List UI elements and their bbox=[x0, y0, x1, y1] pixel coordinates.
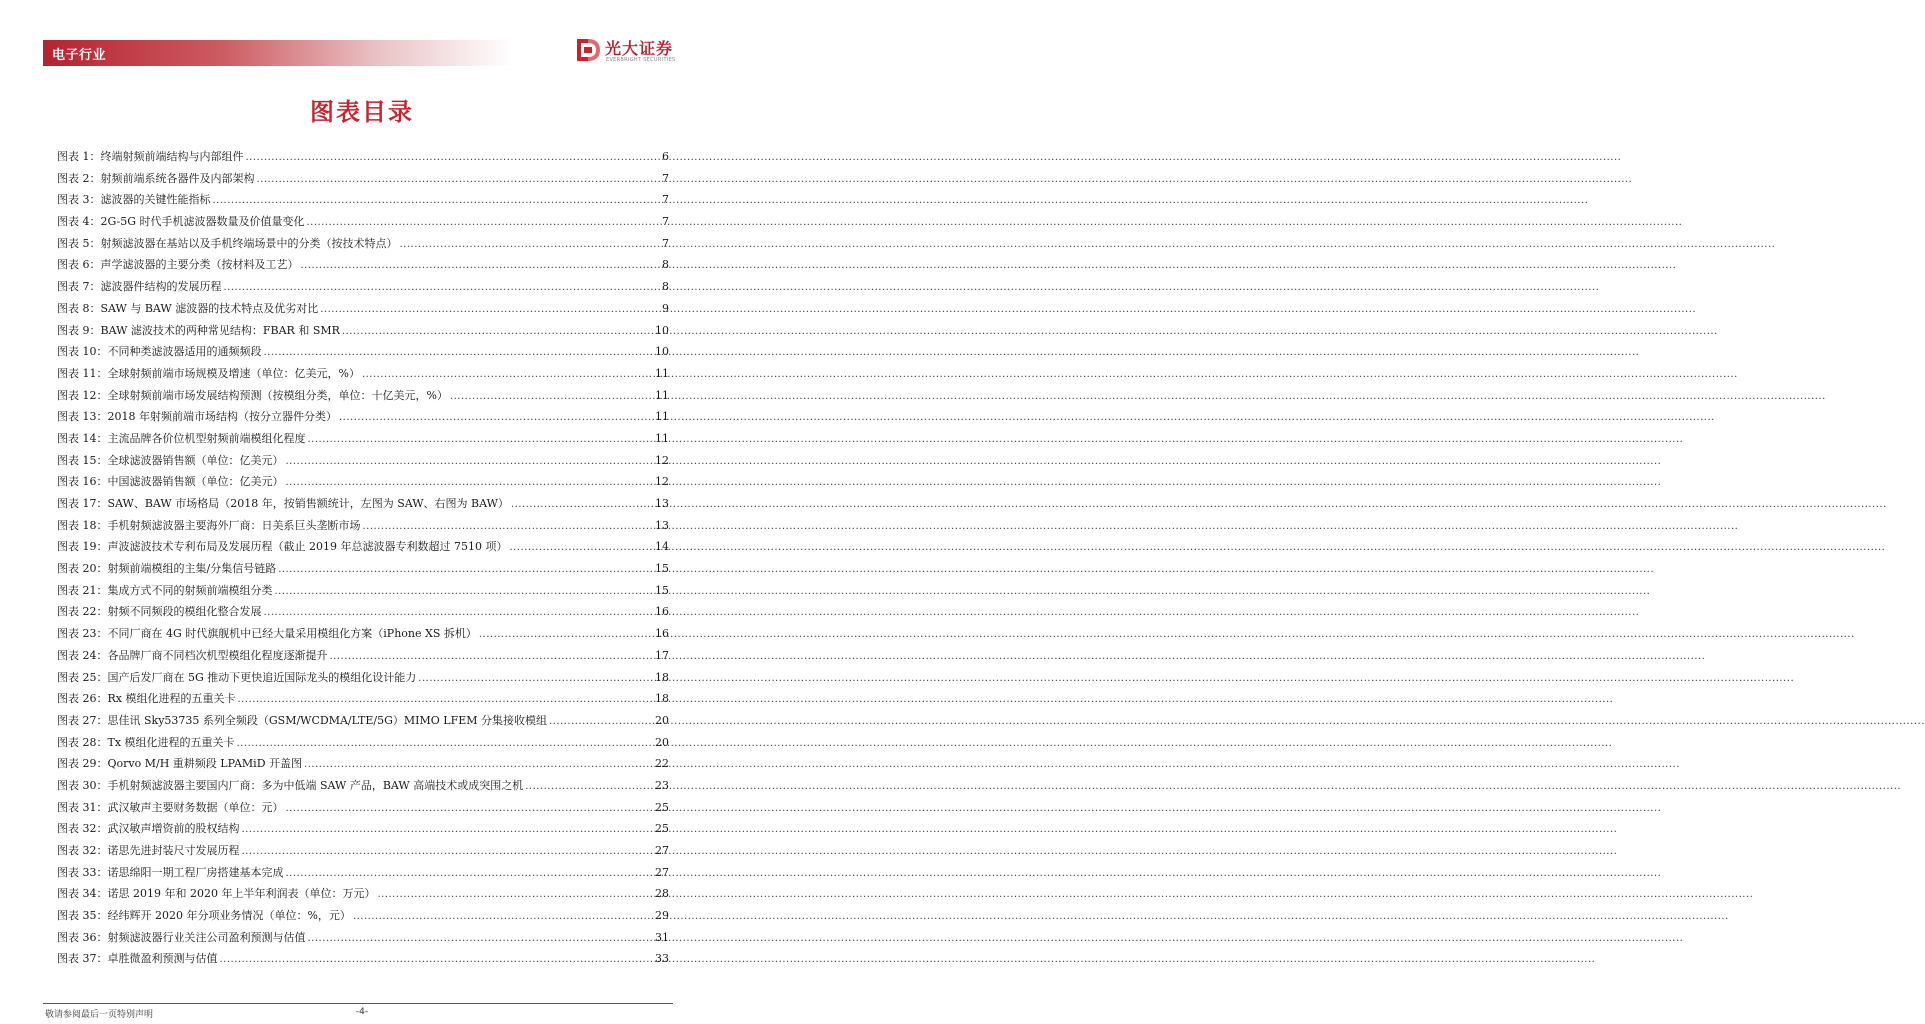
toc-entry-page: 7 bbox=[662, 171, 669, 185]
toc-entry-label: 图表 29：Qorvo M/H 重耕频段 LPAMiD 开盖图 bbox=[57, 757, 303, 771]
toc-leader-dots bbox=[304, 754, 653, 776]
footer-disclaimer: 敬请参阅最后一页特别声明 bbox=[45, 1010, 154, 1020]
toc-entry-page: 25 bbox=[655, 822, 669, 836]
toc-leader-dots bbox=[525, 776, 653, 798]
toc-entry[interactable] bbox=[57, 211, 669, 233]
toc-leader-dots bbox=[320, 299, 660, 321]
toc-entry-page: 25 bbox=[655, 800, 669, 814]
toc-leader-dots bbox=[264, 602, 654, 624]
toc-entry[interactable] bbox=[57, 341, 669, 363]
toc-entry-page: 13 bbox=[655, 518, 669, 532]
toc-leader-dots bbox=[286, 798, 654, 820]
toc-entry-page: 17 bbox=[655, 648, 669, 662]
toc-entry-label: 图表 37：卓胜微盈利预测与估值 bbox=[57, 952, 218, 966]
toc-entry-label: 图表 19：声波滤波技术专利布局及发展历程（截止 2019 年总滤波器专利数超过 7510 项） bbox=[57, 540, 508, 554]
toc-entry-page: 29 bbox=[655, 909, 669, 923]
page-title: 图表目录 bbox=[310, 98, 414, 126]
toc-entry[interactable] bbox=[57, 298, 669, 320]
toc-entry-label: 图表 24：各品牌厂商不同档次机型模组化程度逐渐提升 bbox=[57, 648, 328, 662]
brand-logo bbox=[573, 34, 703, 68]
toc-entry-label: 图表 35：经纬辉开 2020 年分项业务情况（单位：%，元） bbox=[57, 909, 351, 923]
toc-entry-page: 10 bbox=[655, 345, 669, 359]
toc-entry[interactable] bbox=[57, 797, 669, 819]
toc-entry-page: 8 bbox=[662, 280, 669, 294]
toc-leader-dots bbox=[242, 841, 654, 863]
logo-chinese-name: 光大证券 bbox=[605, 39, 674, 58]
footer-divider bbox=[43, 1003, 673, 1004]
toc-entry-label: 图表 3：滤波器的关键性能指标 bbox=[57, 193, 211, 207]
toc-leader-dots bbox=[278, 559, 653, 581]
toc-leader-dots bbox=[237, 689, 653, 711]
toc-entry[interactable] bbox=[57, 688, 669, 710]
toc-leader-dots bbox=[509, 537, 653, 559]
toc-entry[interactable] bbox=[57, 818, 669, 840]
toc-entry-page: 28 bbox=[655, 887, 669, 901]
toc-leader-dots bbox=[450, 386, 653, 408]
toc-entry[interactable] bbox=[57, 558, 669, 580]
toc-entry-page: 22 bbox=[655, 757, 669, 771]
toc-entry[interactable] bbox=[57, 254, 669, 276]
toc-entry[interactable] bbox=[57, 862, 669, 884]
everbright-logo-icon bbox=[573, 35, 603, 65]
toc-leader-dots bbox=[362, 364, 653, 386]
toc-entry-label: 图表 32：诺思先进封装尺寸发展历程 bbox=[57, 844, 240, 857]
toc-entry[interactable] bbox=[57, 645, 669, 667]
toc-entry-label: 图表 10：不同种类滤波器适用的通频频段 bbox=[57, 345, 262, 359]
table-of-figures bbox=[57, 146, 669, 970]
toc-entry-label: 图表 12：全球射频前端市场发展结构预测（按模组分类，单位：十亿美元，%） bbox=[57, 388, 448, 402]
toc-entry[interactable] bbox=[57, 775, 669, 797]
toc-entry[interactable] bbox=[57, 667, 669, 689]
toc-entry-page: 12 bbox=[655, 475, 669, 489]
toc-entry-label: 图表 28：Tx 模组化进程的五重关卡 bbox=[57, 735, 235, 749]
toc-entry[interactable] bbox=[57, 189, 669, 211]
toc-entry-label: 图表 8：SAW 与 BAW 滤波器的技术特点及优劣对比 bbox=[57, 301, 319, 315]
toc-leader-dots bbox=[339, 407, 653, 429]
toc-leader-dots bbox=[264, 342, 654, 364]
toc-leader-dots bbox=[213, 190, 661, 212]
toc-entry-label: 图表 17：SAW、BAW 市场格局（2018 年，按销售额统计，左图为 SAW、右图为 BAW） bbox=[57, 497, 509, 510]
toc-entry-page: 13 bbox=[655, 497, 669, 510]
toc-entry-label: 图表 33：诺思绵阳一期工程厂房搭建基本完成 bbox=[57, 865, 284, 879]
toc-entry-label: 图表 7：滤波器件结构的发展历程 bbox=[57, 280, 222, 294]
toc-entry-label: 图表 13：2018 年射频前端市场结构（按分立器件分类） bbox=[57, 410, 337, 424]
toc-entry-page: 7 bbox=[662, 193, 669, 207]
toc-entry[interactable] bbox=[57, 428, 669, 450]
toc-leader-dots bbox=[237, 733, 653, 755]
toc-entry-label: 图表 36：射频滤波器行业关注公司盈利预测与估值 bbox=[57, 930, 306, 944]
toc-entry-label: 图表 20：射频前端模组的主集/分集信号链路 bbox=[57, 562, 277, 576]
toc-entry-page: 16 bbox=[655, 605, 669, 619]
toc-entry-page: 11 bbox=[655, 366, 669, 380]
toc-leader-dots bbox=[308, 928, 654, 950]
toc-entry[interactable] bbox=[57, 363, 669, 385]
toc-entry[interactable] bbox=[57, 732, 669, 754]
toc-entry-page: 27 bbox=[655, 865, 669, 879]
toc-entry-page: 8 bbox=[662, 258, 669, 272]
toc-entry[interactable] bbox=[57, 168, 669, 190]
toc-leader-dots bbox=[308, 429, 654, 451]
toc-entry-page: 15 bbox=[655, 562, 669, 576]
toc-leader-dots bbox=[342, 321, 653, 343]
toc-leader-dots bbox=[377, 884, 653, 906]
toc-leader-dots bbox=[301, 255, 661, 277]
toc-entry-page: 33 bbox=[655, 952, 669, 966]
toc-leader-dots bbox=[418, 668, 653, 690]
toc-entry-label: 图表 14：主流品牌各价位机型射频前端模组化程度 bbox=[57, 431, 306, 445]
toc-entry-label: 图表 31：武汉敏声主要财务数据（单位：元） bbox=[57, 800, 284, 814]
toc-leader-dots bbox=[242, 819, 654, 841]
toc-entry-page: 27 bbox=[655, 844, 669, 857]
toc-leader-dots bbox=[246, 147, 661, 169]
toc-leader-dots bbox=[353, 906, 653, 928]
toc-entry[interactable] bbox=[57, 840, 669, 862]
toc-entry[interactable] bbox=[57, 385, 669, 407]
toc-entry-page: 11 bbox=[655, 431, 669, 445]
toc-entry-label: 图表 25：国产后发厂商在 5G 推动下更快追近国际龙头的模组化设计能力 bbox=[57, 670, 417, 684]
toc-entry-label: 图表 2：射频前端系统各器件及内部架构 bbox=[57, 171, 255, 185]
section-label: 电子行业 bbox=[52, 48, 107, 63]
toc-leader-dots bbox=[220, 949, 654, 971]
toc-leader-dots bbox=[330, 646, 654, 668]
toc-entry-page: 11 bbox=[655, 410, 669, 424]
toc-entry-label: 图表 26：Rx 模组化进程的五重关卡 bbox=[57, 692, 236, 706]
toc-leader-dots bbox=[400, 234, 661, 256]
toc-entry-page: 18 bbox=[655, 670, 669, 684]
toc-leader-dots bbox=[275, 581, 654, 603]
toc-entry[interactable] bbox=[57, 406, 669, 428]
toc-entry-label: 图表 9：BAW 滤波技术的两种常见结构：FBAR 和 SMR bbox=[57, 323, 340, 337]
header-band bbox=[43, 40, 513, 66]
toc-entry[interactable] bbox=[57, 471, 669, 493]
toc-leader-dots bbox=[224, 277, 661, 299]
toc-entry-label: 图表 5：射频滤波器在基站以及手机终端场景中的分类（按技术特点） bbox=[57, 236, 398, 250]
logo-english-name: EVERBRIGHT SECURITIES bbox=[606, 57, 676, 63]
toc-entry[interactable] bbox=[57, 320, 669, 342]
toc-entry-page: 23 bbox=[655, 778, 669, 792]
toc-entry[interactable] bbox=[57, 601, 669, 623]
toc-entry-label: 图表 34：诺思 2019 年和 2020 年上半年利润表（单位：万元） bbox=[57, 887, 376, 901]
toc-entry[interactable] bbox=[57, 927, 669, 949]
toc-leader-dots bbox=[479, 624, 653, 646]
toc-entry-label: 图表 21：集成方式不同的射频前端模组分类 bbox=[57, 583, 273, 597]
toc-entry[interactable] bbox=[57, 710, 669, 732]
toc-entry-label: 图表 22：射频不同频段的模组化整合发展 bbox=[57, 605, 262, 619]
toc-entry[interactable] bbox=[57, 450, 669, 472]
toc-entry[interactable] bbox=[57, 905, 669, 927]
toc-entry[interactable] bbox=[57, 515, 669, 537]
toc-entry-page: 14 bbox=[655, 540, 669, 554]
toc-entry[interactable] bbox=[57, 753, 669, 775]
toc-entry-label: 图表 4：2G-5G 时代手机滤波器数量及价值量变化 bbox=[57, 215, 305, 229]
toc-leader-dots bbox=[363, 516, 654, 538]
toc-entry[interactable] bbox=[57, 146, 669, 168]
toc-entry-page: 12 bbox=[655, 453, 669, 467]
toc-entry[interactable] bbox=[57, 276, 669, 298]
toc-entry-page: 20 bbox=[655, 713, 669, 727]
toc-entry-label: 图表 30：手机射频滤波器主要国内厂商：多为中低端 SAW 产品，BAW 高端技术或成突围之机 bbox=[57, 778, 524, 792]
toc-leader-dots bbox=[286, 863, 654, 885]
toc-entry-page: 7 bbox=[662, 215, 669, 229]
toc-entry-page: 9 bbox=[662, 301, 669, 315]
toc-entry-page: 31 bbox=[655, 930, 669, 944]
toc-entry-page: 10 bbox=[655, 323, 669, 337]
toc-entry[interactable] bbox=[57, 233, 669, 255]
toc-entry-page: 15 bbox=[655, 583, 669, 597]
toc-entry-page: 16 bbox=[655, 627, 669, 641]
toc-leader-dots bbox=[306, 212, 660, 234]
toc-entry[interactable] bbox=[57, 623, 669, 645]
toc-entry-label: 图表 1：终端射频前端结构与内部组件 bbox=[57, 150, 244, 163]
toc-entry-label: 图表 6：声学滤波器的主要分类（按材料及工艺） bbox=[57, 258, 299, 272]
toc-entry-page: 20 bbox=[655, 735, 669, 749]
toc-leader-dots bbox=[257, 169, 661, 191]
page-number: -4- bbox=[355, 1007, 369, 1017]
toc-leader-dots bbox=[286, 472, 654, 494]
toc-entry-label: 图表 23：不同厂商在 4G 时代旗舰机中已经大量采用模组化方案（iPhone XS 拆机） bbox=[57, 627, 477, 641]
toc-entry[interactable] bbox=[57, 883, 669, 905]
toc-entry-page: 18 bbox=[655, 692, 669, 706]
toc-leader-dots bbox=[286, 451, 654, 473]
toc-entry-label: 图表 18：手机射频滤波器主要海外厂商：日美系巨头垄断市场 bbox=[57, 518, 361, 532]
toc-entry[interactable] bbox=[57, 948, 669, 970]
toc-entry-label: 图表 32：武汉敏声增资前的股权结构 bbox=[57, 822, 240, 836]
toc-leader-dots bbox=[549, 711, 653, 733]
toc-entry-page: 6 bbox=[662, 150, 669, 163]
toc-entry-page: 11 bbox=[655, 388, 669, 402]
toc-entry[interactable] bbox=[57, 580, 669, 602]
toc-entry-label: 图表 16：中国滤波器销售额（单位：亿美元） bbox=[57, 475, 284, 489]
toc-entry-page: 7 bbox=[662, 236, 669, 250]
toc-entry[interactable] bbox=[57, 536, 669, 558]
toc-entry[interactable] bbox=[57, 493, 669, 515]
toc-entry-label: 图表 27：思佳讯 Sky53735 系列全频段（GSM/WCDMA/LTE/5G）MIMO LFEM 分集接收模组 bbox=[57, 713, 548, 727]
toc-entry-label: 图表 11：全球射频前端市场规模及增速（单位：亿美元，%） bbox=[57, 366, 360, 380]
toc-leader-dots bbox=[511, 494, 653, 516]
toc-entry-label: 图表 15：全球滤波器销售额（单位：亿美元） bbox=[57, 453, 284, 467]
